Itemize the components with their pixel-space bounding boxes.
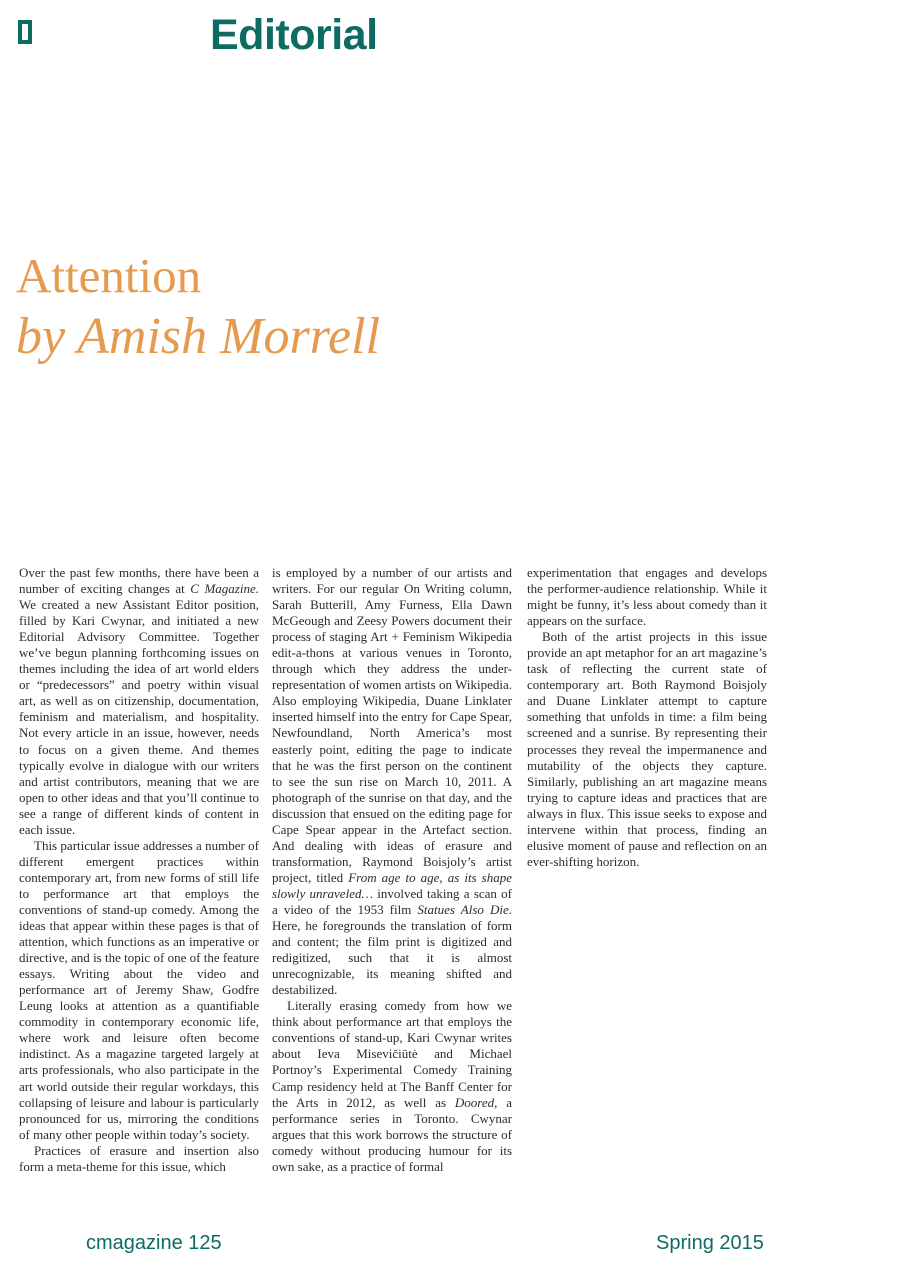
paragraph: Practices of erasure and insertion also form a meta-theme for this issue, which (19, 1142, 259, 1174)
article-headline (16, 248, 380, 366)
body-column-1 (19, 565, 259, 1175)
article-body (19, 565, 766, 1200)
footer-issue-number: cmagazine 125 (86, 1232, 222, 1254)
section-title: Editorial (210, 11, 378, 59)
article-title: Attention (16, 248, 202, 303)
body-column-3 (527, 565, 767, 870)
paragraph: This particular issue addresses a number of different emergent practices within contemporary art, from new forms of still life to performance art that employs the conventions of stand-up comedy. Among the ideas that appear within these pages is that of attention, which functions as an imperative or directive, and is the topic of one of the feature essays. Writing about the video and performance art of Jeremy Shaw, Godfre Leung looks at attention as a quantifiable commodity in contemporary economic life, where work and leisure often become indistinct. As a magazine targeted largely at arts professionals, who also participate in the art world outside their regular workdays, this collapsing of leisure and labour is particularly pronounced for us, mirroring the conditions of many other people within today’s society. (19, 837, 259, 1142)
paragraph: Over the past few months, there have been a number of exciting changes at C Magazine. We created a new Assistant Editor position, filled by Kari Cwynar, and initiated a new Editorial Advisory Committee. Together we’ve begun planning forthcoming issues on themes including the idea of art world elders or “predecessors” and poetry within visual art, as well as on citizenship, documentation, feminism and materialism, and hospitality. Not every article in an issue, however, needs to focus on a given theme. And themes typically evolve in dialogue with our writers and artist contributors, meaning that we are open to other ideas and that you’ll continue to see a range of different kinds of content in each issue. (19, 565, 259, 837)
article-byline: by Amish Morrell (16, 308, 380, 365)
body-column-2 (272, 565, 512, 1175)
footer-season: Spring 2015 (656, 1232, 764, 1254)
paragraph: Both of the artist projects in this issue provide an apt metaphor for an art magazine’s task of reflecting the current state of contemporary art. Both Raymond Boisjoly and Duane Linklater attempt to capture something that unfolds in time: a film being screened and a sunrise. By representing their processes they reveal the impermanence and mutability of the objects they capture. Similarly, publishing an art magazine means trying to capture ideas and practices that are always in flux. This issue seeks to expose and intervene within that process, finding an elusive moment of pause and reflection on an ever-shifting horizon. (527, 629, 767, 869)
paragraph: Literally erasing comedy from how we think about performance art that employs the conventions of stand-up, Kari Cwynar writes about Ieva Misevičiūtė and Michael Portnoy’s Experimental Comedy Training Camp residency held at The Banff Center for the Arts in 2012, as well as Doored, a performance series in Toronto. Cwynar argues that this work borrows the structure of comedy without producing humour for its own sake, as a practice of formal (272, 998, 512, 1174)
magazine-logo-icon (18, 20, 32, 44)
paragraph: experimentation that engages and develops the performer-audience relationship. While it might be funny, it’s less about comedy than it appears on the surface. (527, 565, 767, 629)
paragraph: is employed by a number of our artists and writers. For our regular On Writing column, Sarah Butterill, Amy Furness, Ella Dawn McGeough and Zeesy Powers document their process of staging Art + Feminism Wikipedia edit-a-thons at various venues in Toronto, through which they address the under-representation of women artists on Wikipedia. Also employing Wikipedia, Duane Linklater inserted himself into the entry for Cape Spear, Newfoundland, North America’s most easterly point, editing the page to indicate that he was the first person on the continent to see the sun rise on March 10, 2011. A photograph of the sunrise on that day, and the discussion that ensued on the editing page for Cape Spear appear in the Artefact section. And dealing with ideas of erasure and transformation, Raymond Boisjoly’s artist project, titled From age to age, as its shape slowly unraveled… involved taking a scan of a video of the 1953 film Statues Also Die. Here, he foregrounds the translation of form and content; the film print is digitized and redigitized, such that it is almost unrecognizable, its meaning shifted and destabilized. (272, 565, 513, 998)
